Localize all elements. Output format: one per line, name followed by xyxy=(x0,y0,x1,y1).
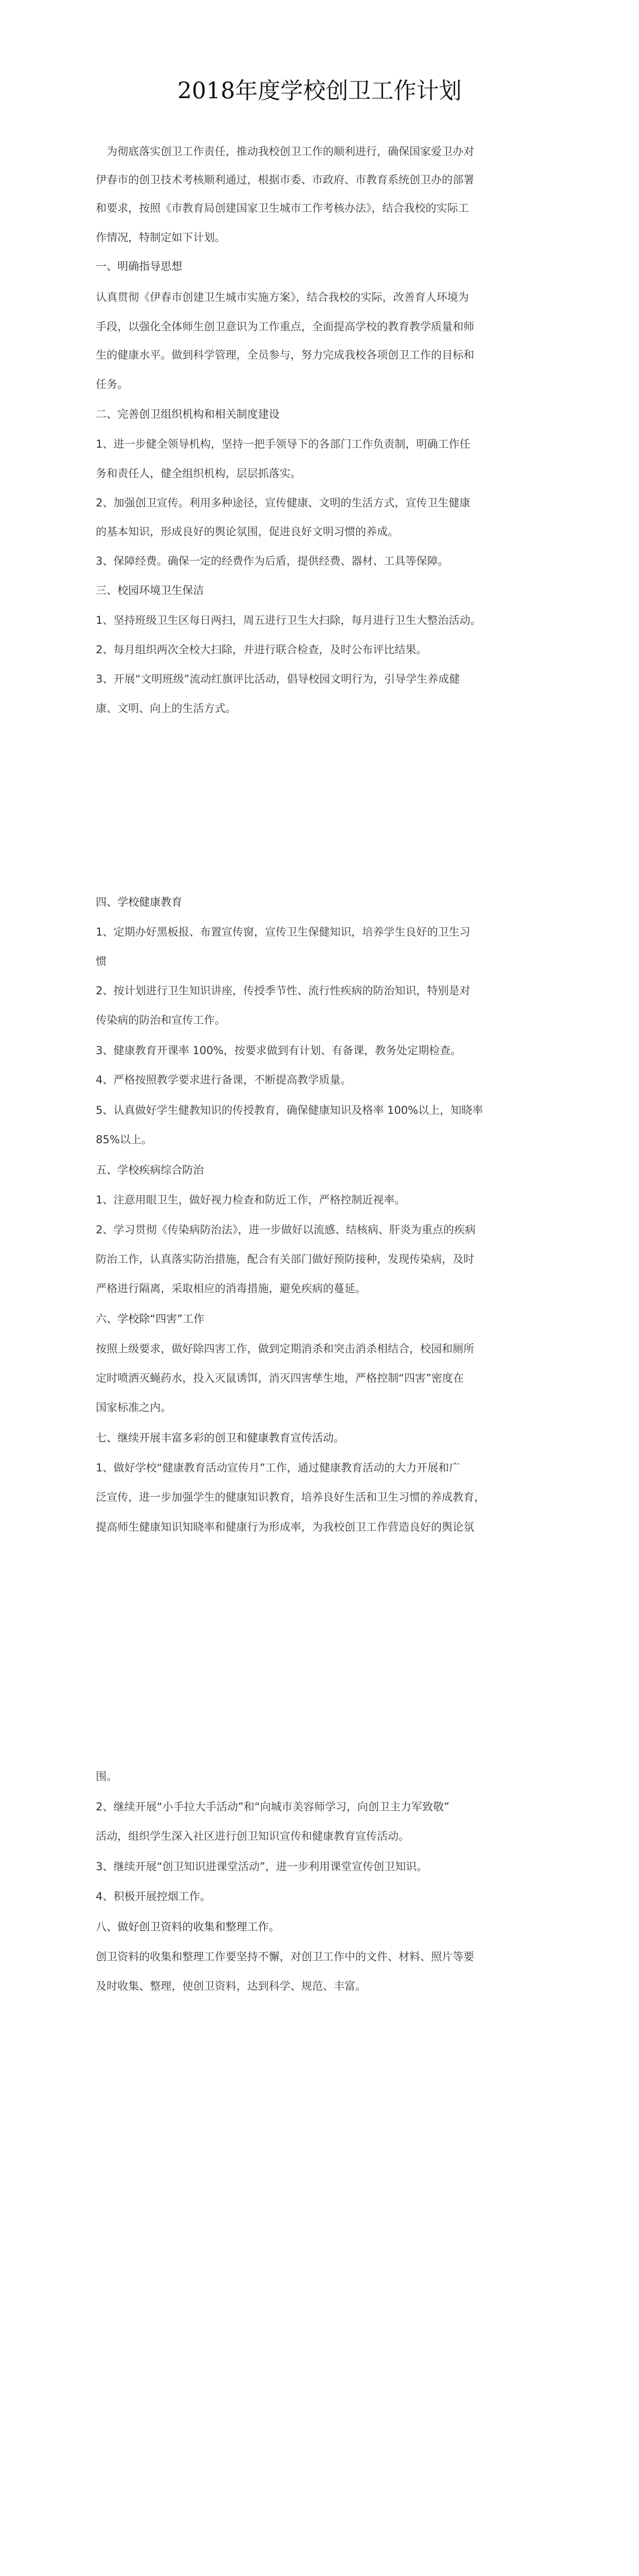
text-line: 2、按计划进行卫生知识讲座，传授季节性、流行性疾病的防治知识，特别是对 xyxy=(96,985,471,997)
text-line: 3、健康教育开课率 100%，按要求做到有计划、有备课，教务处定期检查。 xyxy=(96,1044,462,1057)
text-line: 1、进一步健全领导机构，坚持一把手领导下的各部门工作负责制，明确工作任 xyxy=(96,438,471,450)
text-line: 2、学习贯彻《传染病防治法》，进一步做好以流感、结核病、肝炎为重点的疾病 xyxy=(96,1224,476,1236)
section-heading: 三、校园环境卫生保洁 xyxy=(96,584,204,597)
text-line: 4、严格按照教学要求进行备课，不断提高教学质量。 xyxy=(96,1074,352,1086)
section-heading: 一、明确指导思想 xyxy=(96,260,182,273)
text-line: 认真贯彻《伊春市创建卫生城市实施方案》，结合我校的实际，改善育人环境为 xyxy=(96,291,469,303)
text-line: 创卫资料的收集和整理工作要坚持不懈，对创卫工作中的文件、材料、照片等要 xyxy=(96,1951,474,1963)
text-line: 1、定期办好黑板报、布置宣传窗，宣传卫生保健知识，培养学生良好的卫生习 xyxy=(96,926,471,938)
text-line: 泛宣传，进一步加强学生的健康知识教育，培养良好生活和卫生习惯的养成教育， xyxy=(96,1491,485,1503)
text-line: 生的健康水平。做到科学管理，全员参与，努力完成我校各项创卫工作的目标和 xyxy=(96,349,474,361)
text-line: 严格进行隔离，采取相应的消毒措施，避免疾病的蔓延。 xyxy=(96,1282,366,1295)
text-line: 4、积极开展控烟工作。 xyxy=(96,1890,211,1903)
text-line: 惯 xyxy=(96,955,107,968)
text-line: 为彻底落实创卫工作责任，推动我校创卫工作的顺利进行，确保国家爱卫办对 xyxy=(96,145,474,158)
text-line: 伊春市的创卫技术考核顺利通过，根据市委、市政府、市教育系统创卫办的部署 xyxy=(96,174,474,186)
text-line: 3、保障经费。确保一定的经费作为后盾，提供经费、器材、工具等保障。 xyxy=(96,555,449,567)
text-line: 防治工作，认真落实防治措施，配合有关部门做好预防接种，发现传染病，及时 xyxy=(96,1253,474,1265)
section-heading: 八、做好创卫资料的收集和整理工作。 xyxy=(96,1921,280,1933)
text-line: 传染病的防治和宣传工作。 xyxy=(96,1014,226,1026)
text-line: 2、加强创卫宣传。利用多种途径，宣传健康、文明的生活方式，宣传卫生健康 xyxy=(96,497,471,509)
text-line: 务和责任人，健全组织机构，层层抓落实。 xyxy=(96,467,301,480)
text-line: 按照上级要求，做好除四害工作，做到定期消杀和突击消杀相结合，校园和厕所 xyxy=(96,1343,474,1355)
text-line: 1、注意用眼卫生，做好视力检查和防近工作，严格控制近视率。 xyxy=(96,1194,406,1206)
text-line: 5、认真做好学生健教知识的传授教育，确保健康知识及格率 100%以上，知晓率 xyxy=(96,1104,483,1116)
page-title: 2018年度学校创卫工作计划 xyxy=(177,78,462,104)
text-line: 2、每月组织两次全校大扫除，并进行联合检查，及时公布评比结果。 xyxy=(96,643,427,656)
text-line: 国家标准之内。 xyxy=(96,1401,171,1414)
text-line: 3、开展“文明班级”流动红旗评比活动，倡导校园文明行为，引导学生养成健 xyxy=(96,673,460,685)
section-heading: 七、继续开展丰富多彩的创卫和健康教育宣传活动。 xyxy=(96,1432,344,1444)
text-line: 手段，以强化全体师生创卫意识为工作重点，全面提高学校的教育教学质量和师 xyxy=(96,320,474,333)
text-line: 活动，组织学生深入社区进行创卫知识宣传和健康教育宣传活动。 xyxy=(96,1830,409,1842)
text-line: 康、文明、向上的生活方式。 xyxy=(96,702,236,715)
text-line: 及时收集、整理，使创卫资料，达到科学、规范、丰富。 xyxy=(96,1980,366,1992)
text-line: 85%以上。 xyxy=(96,1133,152,1146)
text-line: 3、继续开展“创卫知识进课堂活动”，进一步利用课堂宣传创卫知识。 xyxy=(96,1860,428,1873)
text-line: 任务。 xyxy=(96,378,128,391)
text-line: 1、坚持班级卫生区每日两扫，周五进行卫生大扫除，每月进行卫生大整治活动。 xyxy=(96,614,481,626)
section-heading: 四、学校健康教育 xyxy=(96,896,182,908)
text-line: 1、做好学校“健康教育活动宣传月”工作，通过健康教育活动的大力开展和广 xyxy=(96,1462,460,1474)
text-line: 围。 xyxy=(96,1770,117,1783)
text-line: 作情况，特制定如下计划。 xyxy=(96,231,226,244)
section-heading: 五、学校疾病综合防治 xyxy=(96,1164,204,1176)
text-line: 和要求，按照《市教育局创建国家卫生城市工作考核办法》，结合我校的实际工 xyxy=(96,202,469,214)
section-heading: 六、学校除“四害”工作 xyxy=(96,1313,204,1325)
text-line: 提高师生健康知识知晓率和健康行为形成率，为我校创卫工作营造良好的舆论氛 xyxy=(96,1521,474,1533)
text-line: 的基本知识，形成良好的舆论氛围，促进良好文明习惯的养成。 xyxy=(96,526,399,538)
section-heading: 二、完善创卫组织机构和相关制度建设 xyxy=(96,408,280,420)
text-line: 2、继续开展“小手拉大手活动”和“向城市美容师学习，向创卫主力军致敬” xyxy=(96,1801,450,1813)
text-line: 定时喷洒灭蝇药水，投入灭鼠诱饵，消灭四害孳生地，严格控制“四害”密度在 xyxy=(96,1372,464,1384)
